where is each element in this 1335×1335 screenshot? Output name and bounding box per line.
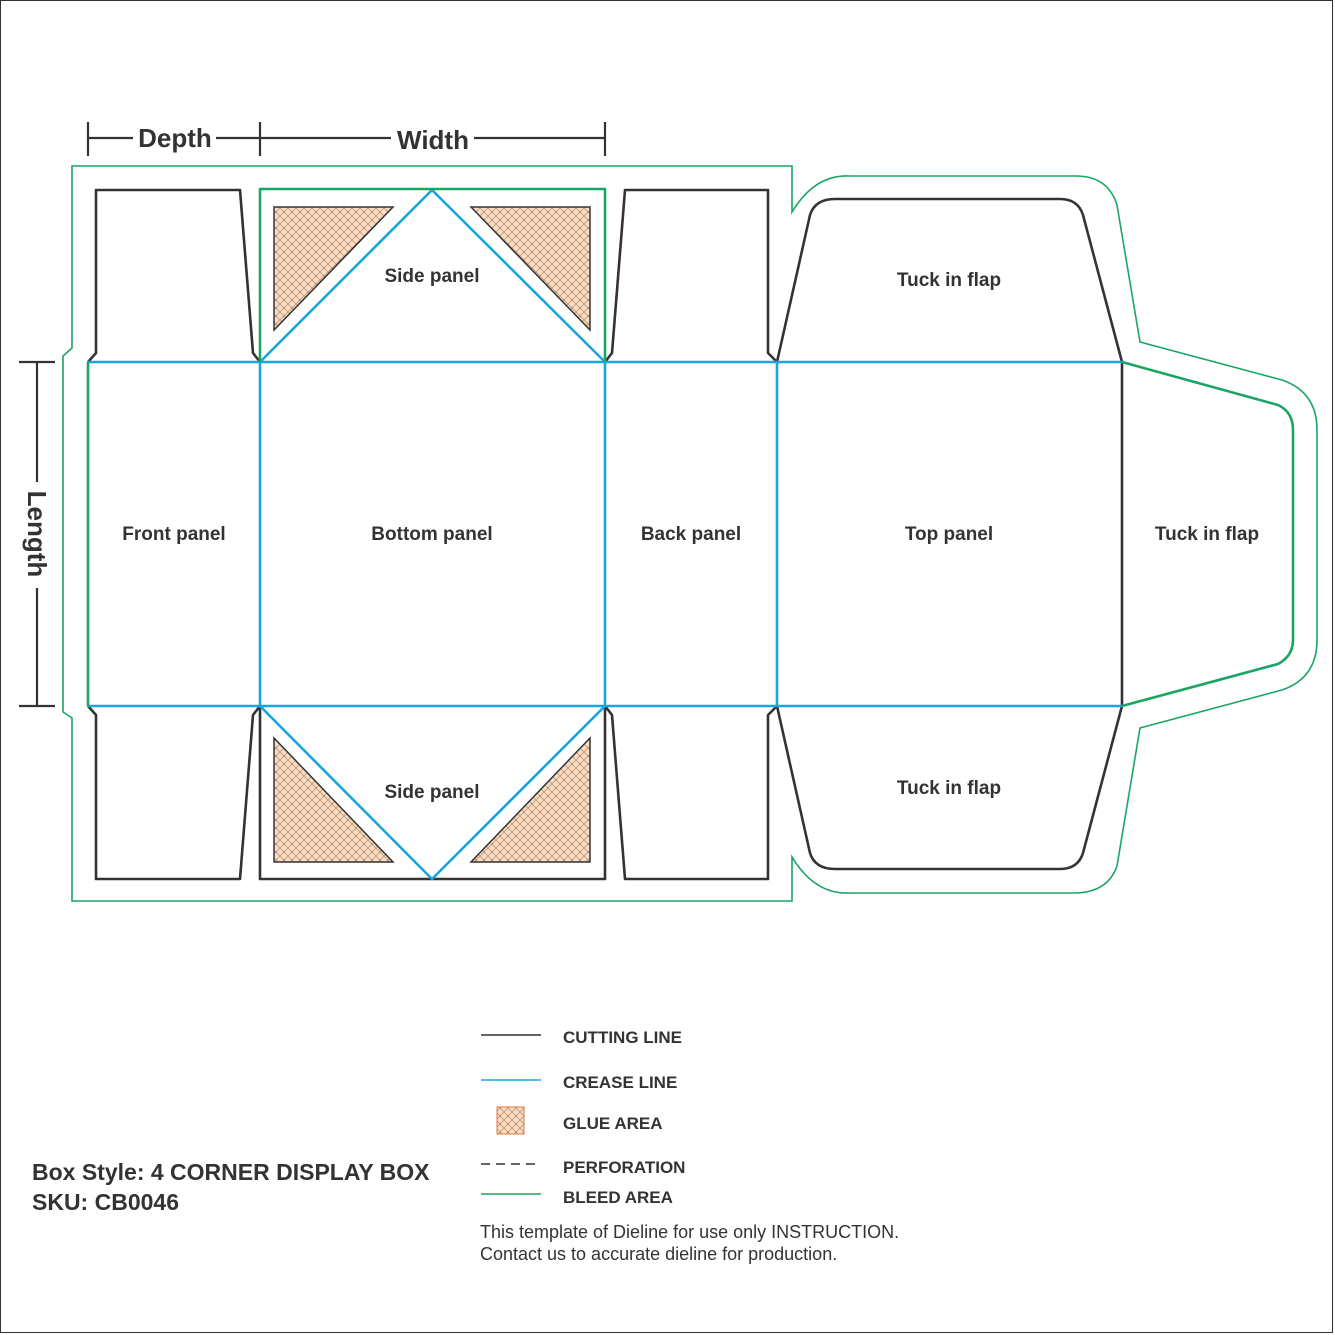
legend-perforation-label: PERFORATION xyxy=(563,1158,686,1177)
top-panel-label: Top panel xyxy=(904,524,994,545)
tuck-flap-right-label: Tuck in flap xyxy=(1154,524,1260,545)
tuck-flap-top-label: Tuck in flap xyxy=(896,270,1002,291)
instruction-note xyxy=(480,1221,899,1265)
bottom-panel-label: Bottom panel xyxy=(371,524,493,545)
cut-back-top-flap xyxy=(605,190,777,362)
tuck-flap-bottom-label: Tuck in flap xyxy=(896,778,1002,799)
back-panel-label: Back panel xyxy=(640,524,742,545)
glue-area-top-left xyxy=(274,207,393,330)
side-panel-bottom-label: Side panel xyxy=(384,782,480,803)
depth-label: Depth xyxy=(138,123,212,153)
glue-area-top-right xyxy=(471,207,590,330)
note-line-2: Contact us to accurate dieline for production. xyxy=(480,1244,838,1264)
legend-glue-label: GLUE AREA xyxy=(563,1114,663,1133)
sku-text: SKU: CB0046 xyxy=(32,1189,179,1215)
cut-front-bottom-flap xyxy=(88,706,260,879)
legend-bleed-label: BLEED AREA xyxy=(563,1188,673,1207)
side-panel-top-label: Side panel xyxy=(384,266,480,287)
legend xyxy=(481,1028,685,1207)
note-line-1: This template of Dieline for use only INSTRUCTION. xyxy=(480,1222,900,1242)
legend-glue-swatch xyxy=(497,1107,524,1134)
cut-front-top-flap xyxy=(88,190,260,362)
glue-area-bottom-right xyxy=(471,738,590,862)
width-label: Width xyxy=(397,125,469,155)
green-edges xyxy=(88,189,1293,706)
length-label: Length xyxy=(22,490,52,578)
box-style-text: Box Style: 4 CORNER DISPLAY BOX xyxy=(32,1159,430,1185)
box-info xyxy=(32,1157,430,1217)
legend-cutting-label: CUTTING LINE xyxy=(563,1028,682,1047)
cut-back-bottom-flap xyxy=(605,706,777,879)
glue-area-bottom-left xyxy=(274,738,393,862)
legend-crease-label: CREASE LINE xyxy=(563,1073,678,1092)
front-panel-label: Front panel xyxy=(122,524,226,545)
